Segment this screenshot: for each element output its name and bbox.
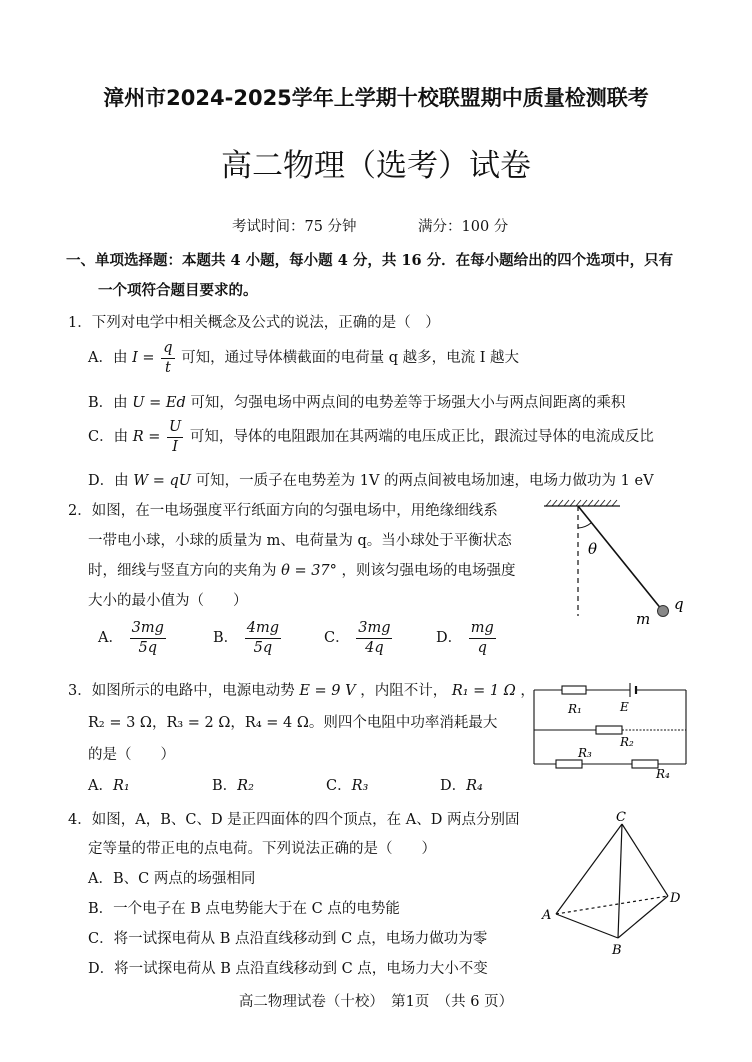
q2-option-c	[324, 621, 394, 655]
option-value: R₄	[466, 778, 483, 794]
formula: I =	[132, 350, 155, 366]
q4-option-a: A．B、C 两点的场强相同	[88, 871, 256, 887]
numerator: 4mg	[245, 621, 281, 639]
denominator: t	[164, 359, 171, 376]
numerator: mg	[469, 621, 496, 639]
q1-option-a	[88, 341, 519, 375]
option-label: D．	[440, 778, 467, 794]
section-heading: 一、单项选择题：本题共 4 小题，每小题 4 分，共 16 分．在每小题给出的四个选项中，只有	[66, 252, 674, 269]
numerator: 3mg	[356, 621, 392, 639]
option-label: A．	[88, 778, 113, 794]
ceiling-hatch	[546, 500, 617, 506]
formula: R =	[132, 429, 161, 445]
option-label: B．	[213, 630, 239, 646]
q3-option-c	[326, 774, 368, 795]
section-heading-cont: 一个项符合题目要求的。	[98, 282, 258, 299]
option-label: B．	[212, 778, 238, 794]
theta-label: θ	[588, 540, 598, 558]
mass-label: m	[636, 610, 651, 628]
option-label: D．由	[88, 473, 129, 489]
denominator: q	[477, 639, 487, 656]
q3-stem-line3: 的是（ ）	[88, 747, 175, 763]
stem-text: ，内阻不计，	[360, 683, 448, 699]
option-text: 可知，匀强电场中两点间的电势差等于场强大小与两点间距离的乘积	[190, 395, 626, 411]
formula: U = Ed	[132, 395, 186, 411]
denominator: I	[172, 438, 178, 455]
formula: R₁ = 1 Ω	[451, 683, 516, 699]
denominator: 4q	[365, 639, 384, 656]
emf-label: E	[620, 700, 629, 714]
fraction	[356, 621, 392, 655]
option-label: C．由	[88, 429, 129, 445]
q3-option-b	[212, 774, 254, 795]
option-value: R₂	[237, 778, 254, 794]
q4-stem-line2: 定等量的带正电的点电荷。下列说法正确的是（ ）	[88, 841, 436, 857]
q3-option-d	[440, 774, 483, 795]
denominator: 5q	[253, 639, 273, 656]
vertex-c-label: C	[616, 810, 626, 825]
r3-label: R₃	[578, 746, 592, 760]
q2-option-a	[98, 621, 168, 655]
r1-label: R₁	[568, 702, 582, 716]
option-label: A．	[98, 630, 123, 646]
charged-ball	[658, 606, 669, 617]
numerator: U	[167, 420, 183, 438]
vertex-d-label: D	[670, 891, 681, 906]
full-score: 满分：100 分	[418, 219, 509, 235]
q4-option-b: B．一个电子在 B 点电势能大于在 C 点的电势能	[88, 901, 400, 917]
q2-option-d	[436, 621, 498, 655]
q1-stem: 1．下列对电学中相关概念及公式的说法，正确的是（ ）	[68, 315, 440, 331]
fraction	[130, 621, 166, 655]
formula: W = qU	[133, 473, 192, 489]
numerator: 3mg	[130, 621, 166, 639]
q1-option-d	[88, 469, 654, 490]
option-value: R₁	[112, 778, 130, 794]
option-text: 可知，导体的电阻跟加在其两端的电压成正比，跟流过导体的电流成反比	[189, 429, 654, 445]
page-title: 高二物理（选考）试卷	[221, 148, 531, 184]
charge-label: q	[674, 595, 684, 613]
resistor-r3	[556, 760, 582, 768]
q2-stem-line1: 2．如图，在一电场强度平行纸面方向的匀强电场中，用绝缘细线系	[68, 503, 498, 519]
vertex-b-label: B	[612, 943, 622, 958]
q1-option-c	[88, 420, 654, 454]
option-label: C．	[326, 778, 352, 794]
fraction	[245, 621, 281, 655]
option-text: 可知，通过导体横截面的电荷量 q 越多，电流 I 越大	[181, 350, 520, 366]
exam-title: 漳州市2024-2025学年上学期十校联盟期中质量检测联考	[103, 86, 649, 110]
fraction	[469, 621, 496, 655]
option-label: C．	[324, 630, 350, 646]
option-label: A．由	[88, 350, 128, 366]
q4-option-c: C．将一试探电荷从 B 点沿直线移动到 C 点，电场力做功为零	[88, 931, 488, 947]
formula: θ = 37°	[281, 563, 337, 579]
stem-text: ，则该匀强电场的电场强度	[341, 563, 516, 579]
resistor-r1	[562, 686, 586, 694]
q3-stem-line2: R₂ = 3 Ω，R₃ = 2 Ω，R₄ = 4 Ω。则四个电阻中功率消耗最大	[88, 715, 498, 731]
r4-label: R₄	[656, 767, 670, 780]
q2-stem-line4: 大小的最小值为（ ）	[88, 593, 248, 609]
thread-line	[578, 506, 662, 610]
circuit-figure	[526, 680, 706, 780]
q3-stem-line1	[68, 679, 535, 700]
angle-arc	[578, 523, 591, 528]
denominator: 5q	[138, 639, 157, 656]
vertex-a-label: A	[542, 908, 552, 923]
q3-option-a	[88, 774, 130, 795]
tetrahedron-figure	[536, 806, 696, 958]
resistor-r4	[632, 760, 658, 768]
tetrahedron-edges	[556, 824, 668, 938]
page-footer: 高二物理试卷（十校） 第1页 （共 6 页）	[238, 994, 514, 1010]
fraction	[167, 420, 183, 454]
numerator: q	[161, 341, 174, 359]
q4-stem-line1: 4．如图，A，B、C、D 是正四面体的四个顶点，在 A、D 两点分别固	[68, 812, 520, 828]
option-text: 可知，一质子在电势差为 1V 的两点间被电场加速，电场力做功为 1 eV	[195, 473, 654, 489]
stem-text: ，	[520, 683, 535, 699]
option-value: R₃	[351, 778, 369, 794]
fraction	[161, 341, 174, 375]
stem-text: 时，细线与竖直方向的夹角为	[88, 563, 277, 579]
exam-time: 考试时间：75 分钟	[232, 219, 357, 235]
r2-label: R₂	[620, 735, 634, 749]
q2-stem-line2: 一带电小球，小球的质量为 m、电荷量为 q。当小球处于平衡状态	[88, 533, 512, 549]
q2-stem-line3	[88, 559, 516, 580]
resistor-r2	[596, 726, 622, 734]
q2-option-b	[213, 621, 283, 655]
option-label: D．	[436, 630, 463, 646]
q1-option-b	[88, 391, 625, 412]
option-label: B．由	[88, 395, 128, 411]
stem-text: 3．如图所示的电路中，电源电动势	[68, 683, 295, 699]
formula: E = 9 V	[299, 683, 356, 699]
pendulum-figure	[540, 498, 700, 628]
q4-option-d: D．将一试探电荷从 B 点沿直线移动到 C 点，电场力大小不变	[88, 961, 488, 977]
